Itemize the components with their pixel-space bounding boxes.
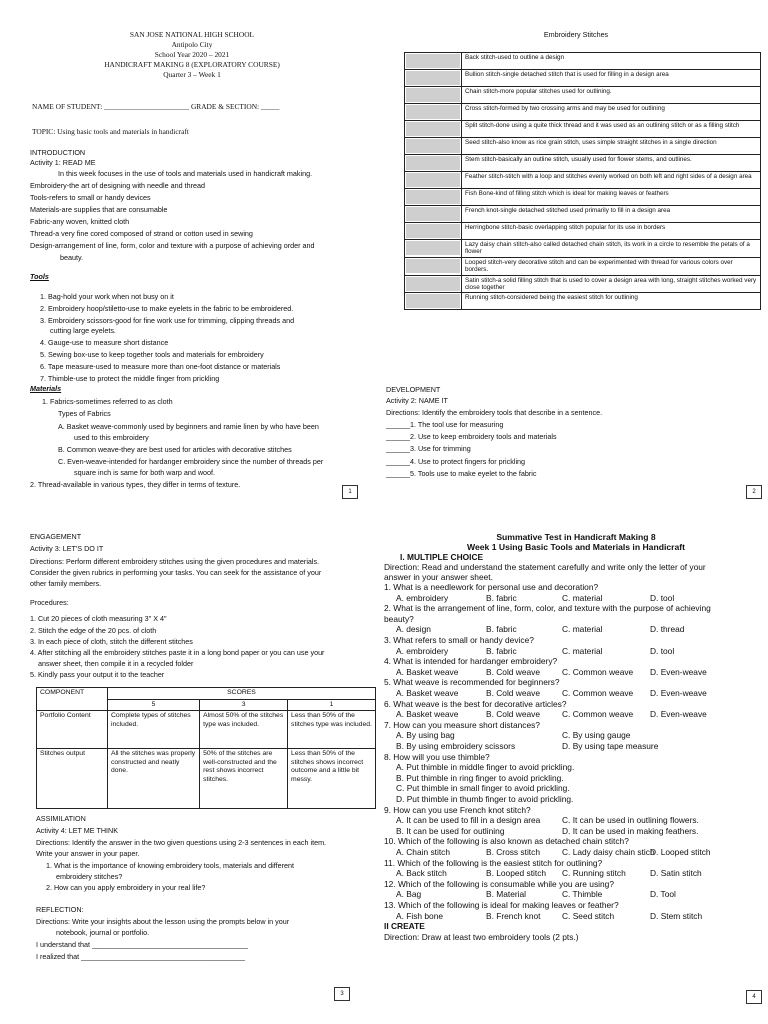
procedures-title: Procedures: (30, 598, 69, 607)
intro-line: Fabric-any woven, knitted cloth (30, 217, 130, 226)
tool-item: 3. Embroidery scissors-good for fine work use for trimming, clipping threads and (40, 316, 295, 325)
page-4 (384, 512, 768, 1024)
question-text: beauty? (384, 613, 414, 624)
activity2-directions: Directions: Identify the embroidery tools that describe in a sentence. (386, 408, 603, 417)
answer-option: A. Back stitch (396, 868, 447, 879)
question-text: 3. What refers to small or handy device? (384, 635, 534, 645)
rubric-cell: Less than 50% of the stitches type was included. (288, 711, 376, 749)
page-3 (0, 512, 384, 1024)
stitch-description: Cross stitch-formed by two crossing arms and may be used for outlining (462, 104, 761, 121)
tool-item: 6. Tape measure-used to measure more than one-foot distance or materials (40, 362, 281, 371)
stitch-image (406, 207, 460, 221)
procedure-item: 5. Kindly pass your output it to the teacher (30, 670, 165, 679)
question-text: 4. What is intended for hardanger embroidery? (384, 656, 558, 667)
answer-option: B. Cross stitch (486, 847, 540, 857)
rubric-cell: 50% of the stitches are well-constructed and the rest shows incorrect stitches. (200, 749, 288, 809)
answer-option: C. material (562, 624, 603, 635)
stitch-image (406, 71, 460, 85)
stitch-description: Back stitch-used to outline a design (462, 53, 761, 70)
rubric-level: 3 (200, 699, 288, 711)
tools-title: Tools (30, 272, 49, 281)
test-direction: Direction: Read and understand the statement carefully and write only the letter of your (384, 562, 706, 572)
table-row (405, 104, 761, 121)
answer-option: D. Even-weave (650, 709, 707, 720)
table-row (37, 711, 376, 749)
quarter-week: Quarter 3 – Week 1 (163, 70, 221, 79)
reflection-prompt: I understand that _______________________________________ (36, 940, 248, 949)
material-item: B. Common weave-they are best used for articles with decorative stitches (58, 445, 292, 454)
answer-option: D. Tool (650, 889, 676, 900)
activity2-item: ______1. The tool use for measuring (386, 420, 504, 429)
stitch-description: Fish Bone-kind of filling stitch which is ideal for making leaves or feathers (462, 189, 761, 206)
intro-title: INTRODUCTION (30, 148, 86, 157)
rubric-cell: Almost 50% of the stitches type was included. (200, 711, 288, 749)
activity4-item: 2. How can you apply embroidery in your real life? (46, 883, 206, 892)
procedure-item: 2. Stitch the edge of the 20 pcs. of cloth (30, 626, 157, 635)
stitch-description: Bullion stitch-single detached stitch that is used for filling in a design area (462, 70, 761, 87)
stitch-image (406, 190, 460, 204)
answer-option: A. Fish bone (396, 910, 444, 921)
answer-option: A. Put thimble in middle finger to avoid prickling. (396, 762, 575, 773)
answer-option: C. By using gauge (562, 730, 631, 741)
answer-option: C. Common weave (562, 709, 634, 720)
activity4-item: 1. What is the importance of knowing embroidery tools, materials and different (46, 861, 294, 870)
procedure-item: 4. After stitching all the embroidery stitches paste it in a long bond paper or you can use your (30, 648, 325, 657)
tool-item: 1. Bag-hold your work when not busy on it (40, 292, 174, 301)
intro-line: Thread-a very fine cored composed of strand or cotton used in sewing (30, 229, 253, 238)
table-row (405, 240, 761, 258)
activity4-directions: Write your answer in your paper. (36, 849, 140, 858)
topic: TOPIC: Using basic tools and materials in handicraft (32, 127, 189, 136)
stitch-image (406, 139, 460, 153)
stitch-description: Chain stitch-more popular stitches used for outlining. (462, 87, 761, 104)
school-name: SAN JOSE NATIONAL HIGH SCHOOL (129, 30, 255, 39)
material-item: A. Basket weave-commonly used by beginners and ramie linen by who have been (58, 422, 319, 431)
page-2 (384, 0, 768, 512)
answer-option: C. Seed stitch (562, 910, 615, 921)
question-text: 6. What weave is the best for decorative articles? (384, 698, 567, 709)
answer-option: A. Bag (396, 889, 422, 900)
question-text: 12. Which of the following is consumable while you are using? (384, 878, 614, 889)
answer-option: B. Put thimble in ring finger to avoid prickling. (396, 772, 564, 783)
school-city: Antipolo City (171, 40, 213, 49)
student-name-line: NAME OF STUDENT: _______________________ GRADE & SECTION: _____ (32, 102, 280, 111)
intro-line: Tools-refers to small or handy devices (30, 193, 151, 202)
answer-option: B. fabric (486, 624, 517, 635)
activity2-item: ______5. Tools use to make eyelet to the fabric (386, 469, 537, 478)
answer-option: C. Common weave (562, 666, 634, 677)
stitch-description: Running stitch-considered being the easiest stitch for outlining (462, 293, 761, 310)
activity2-item: ______4. Use to protect fingers for prickling (386, 457, 526, 466)
answer-option: A. design (396, 624, 431, 635)
activity2-item: ______3. Use for trimming (386, 444, 471, 453)
answer-option: B. Cold weave (486, 666, 540, 677)
question-text: 1. What is a needlework for personal use and decoration? (384, 582, 599, 592)
question-text: 11. Which of the following is the easiest stitch for outlining? (384, 857, 603, 868)
answer-option: D. Satin stitch (650, 868, 702, 879)
answer-option: D. tool (650, 645, 675, 656)
school-year: School Year 2020 – 2021 (154, 50, 230, 59)
rubric-level: 5 (107, 699, 199, 711)
materials-title: Materials (30, 384, 62, 393)
answer-option: A. embroidery (396, 645, 449, 656)
tool-item: 7. Thimble-use to protect the middle finger from prickling (40, 374, 220, 383)
answer-option: D. Put thimble in thumb finger to avoid prickling. (396, 794, 574, 804)
question-text: 7. How can you measure short distances? (384, 719, 540, 730)
stitches-title: Embroidery Stitches (543, 30, 609, 39)
answer-option: A. By using bag (396, 730, 455, 741)
answer-option: B. Material (486, 889, 527, 900)
reflection-directions: Directions: Write your insights about the lesson using the prompts below in your (36, 917, 290, 926)
intro-line: Embroidery-the art of designing with needle and thread (30, 181, 206, 190)
stitch-image (406, 54, 460, 68)
answer-option: D. Even-weave (650, 666, 707, 677)
stitch-description: Stem stitch-basically an outline stitch, usually used for flower stems, and outlines. (462, 155, 761, 172)
answer-option: B. Looped stitch (486, 868, 547, 879)
reflection-prompt: I realized that _________________________________________ (36, 952, 246, 961)
answer-option: C. Put thimble in small finger to avoid prickling. (396, 783, 570, 794)
question-text: 2. What is the arrangement of line, form, color, and texture with the purpose of achieving (384, 603, 711, 614)
material-item: used to this embroidery (74, 433, 149, 442)
create-direction: Direction: Draw at least two embroidery tools (2 pts.) (384, 931, 579, 942)
table-row (405, 293, 761, 310)
answer-option: D. Even-weave (650, 688, 707, 698)
material-item: 2. Thread-available in various types, they differ in terms of texture. (30, 480, 241, 489)
answer-option: D. Stem stitch (650, 910, 703, 921)
stitch-image (406, 88, 460, 102)
rubric-component: Portfolio Content (37, 711, 108, 749)
stitch-description: Satin stitch-a solid filling stitch that is used to cover a design area with long, straight stitches worked very close together (462, 275, 761, 293)
activity3-directions: Consider the given rubrics in performing your tasks. You can seek for the assistance of your (30, 568, 322, 577)
answer-option: A. Basket weave (396, 688, 459, 698)
tool-item: 2. Embroidery hoop/stiletto-use to make eyelets in the fabric to be embroidered. (40, 304, 294, 313)
material-item: Types of Fabrics (58, 409, 111, 418)
question-text: 5. What weave is recommended for beginners? (384, 677, 560, 688)
answer-option: A. Basket weave (396, 709, 459, 720)
answer-option: C. It can be used in outlining flowers. (562, 815, 699, 826)
stitch-image (406, 105, 460, 119)
reflection-title: REFLECTION: (36, 905, 84, 914)
page-number: 2 (746, 485, 762, 499)
stitch-description: French knot-single detached stitched used primarily to fill in a design area (462, 206, 761, 223)
table-row (405, 70, 761, 87)
answer-option: C. material (562, 645, 603, 656)
answer-option: C. Thimble (562, 889, 603, 900)
table-row (405, 275, 761, 293)
table-row (405, 121, 761, 138)
table-row (405, 155, 761, 172)
table-row (405, 172, 761, 189)
stitch-image (406, 173, 460, 187)
stitch-image (406, 224, 460, 238)
stitch-image (406, 294, 460, 308)
test-direction: answer in your answer sheet. (384, 572, 493, 582)
material-item: 1. Fabrics-sometimes referred to as cloth (42, 397, 173, 406)
material-item: square inch is same for both warp and woof. (74, 468, 216, 477)
answer-option: B. It can be used for outlining (396, 825, 505, 836)
table-row (37, 688, 376, 700)
table-row (405, 257, 761, 275)
table-row (405, 53, 761, 70)
activity2-item: ______2. Use to keep embroidery tools and materials (386, 432, 557, 441)
rubric-cell: Less than 50% of the stitches shows incorrect outcome and a little bit messy. (288, 749, 376, 809)
answer-option: B. fabric (486, 645, 517, 656)
procedure-item: 1. Cut 20 pieces of cloth measuring 3" X 4" (30, 614, 167, 623)
stitch-image (406, 277, 460, 291)
activity1-title: Activity 1: READ ME (30, 158, 96, 167)
question-text: 9. How can you use French knot stitch? (384, 804, 531, 815)
page-number: 1 (342, 485, 358, 499)
intro-line: Design-arrangement of line, form, color and texture with a purpose of achieving order and (30, 241, 315, 250)
rubric-cell: All the stitches was properly constructed and neatly done. (107, 749, 199, 809)
section-create: II CREATE (384, 921, 425, 932)
assimilation-title: ASSIMILATION (36, 814, 86, 823)
answer-option: B. French knot (486, 910, 541, 921)
answer-option: A. It can be used to fill in a design area (396, 815, 541, 826)
course-title: HANDICRAFT MAKING 8 (EXPLORATORY COURSE) (104, 60, 280, 69)
answer-option: A. embroidery (396, 592, 449, 603)
stitches-table (404, 52, 761, 310)
table-row (405, 87, 761, 104)
test-subtitle: Week 1 Using Basic Tools and Materials in Handicraft (467, 542, 685, 552)
question-text: 10. Which of the following is also known as detached chain stitch? (384, 836, 629, 847)
page-1 (0, 0, 384, 512)
section-multiple-choice: I. MULTIPLE CHOICE (400, 552, 484, 562)
page-number: 3 (334, 987, 350, 1001)
answer-option: A. Basket weave (396, 666, 459, 677)
stitch-image (406, 259, 460, 273)
stitch-description: Lazy daisy chain stitch-also called detached chain stitch, its work in a circle to resemble the petals of a flower (462, 240, 761, 258)
stitch-description: Seed stitch-also know as rice grain stitch, uses simple straight stitches in a single direction (462, 138, 761, 155)
answer-option: C. material (562, 592, 603, 603)
rubric-level: 1 (288, 699, 376, 711)
tool-item: 4. Gauge-use to measure short distance (40, 338, 169, 347)
page-number: 4 (746, 990, 762, 1004)
rubric-table (36, 687, 376, 809)
question-text: 13. Which of the following is ideal for making leaves or feather? (384, 900, 619, 910)
tool-item: 5. Sewing box-use to keep together tools and materials for embroidery (40, 350, 264, 359)
answer-option: C. Common weave (562, 688, 634, 698)
answer-option: D. It can be used in making feathers. (562, 825, 699, 836)
activity3-directions: Directions: Perform different embroidery stitches using the given procedures and materials. (30, 557, 320, 566)
answer-option: A. Chain stitch (396, 847, 450, 857)
answer-option: D. tool (650, 592, 675, 603)
activity4-item: embroidery stitches? (56, 872, 123, 881)
answer-option: D. By using tape measure (562, 741, 659, 751)
table-row (405, 138, 761, 155)
activity2-title: Activity 2: NAME IT (386, 396, 448, 405)
answer-option: D. Looped stitch (650, 847, 711, 857)
material-item: C. Even-weave-intended for hardanger embroidery since the number of threads per (58, 457, 324, 466)
development-title: DEVELOPMENT (386, 385, 441, 394)
answer-option: B. By using embroidery scissors (396, 741, 516, 751)
rubric-component: Stitches output (37, 749, 108, 809)
rubric-header-component: COMPONENT (37, 688, 108, 711)
activity4-title: Activity 4: LET ME THINK (36, 826, 119, 835)
intro-line: Materials-are supplies that are consumable (30, 205, 168, 214)
activity4-directions: Directions: Identify the answer in the two given questions using 2-3 sentences in each item. (36, 838, 327, 847)
answer-option: B. Cold weave (486, 688, 540, 698)
answer-option: C. Running stitch (562, 868, 626, 879)
activity3-directions: other family members. (30, 579, 102, 588)
activity3-title: Activity 3: LET'S DO IT (30, 544, 104, 553)
answer-option: B. fabric (486, 592, 517, 603)
answer-option: C. Lady daisy chain stich (562, 847, 655, 857)
engagement-title: ENGAGEMENT (30, 532, 82, 541)
stitch-image (406, 122, 460, 136)
table-row (405, 206, 761, 223)
question-text: 8. How will you use thimble? (384, 751, 490, 762)
reflection-directions: notebook, journal or portfolio. (56, 928, 150, 937)
stitch-description: Split stitch-done using a quite thick thread and it was used as an outlining stitch or as a filling stitch (462, 121, 761, 138)
stitch-description: Looped stitch-very decorative stitch and can be experimented with thread for various colors over borders. (462, 257, 761, 275)
stitch-description: Herringbone stitch-basic overlapping stitch popular for its use in borders (462, 223, 761, 240)
answer-option: B. Cold weave (486, 709, 540, 720)
table-row (405, 189, 761, 206)
test-title: Summative Test in Handicraft Making 8 (496, 532, 656, 542)
stitch-description: Feather stitch-stitch with a loop and stitches evenly worked on both left and right sides of a design area (462, 172, 761, 189)
tool-item: cutting large eyelets. (50, 326, 116, 335)
intro-line: beauty. (60, 253, 84, 262)
procedure-item: answer sheet, then compile it in a recycled folder (38, 659, 194, 668)
answer-option: D. thread (650, 624, 685, 635)
table-row (37, 749, 376, 809)
intro-line: In this week focuses in the use of tools and materials used in handicraft making. (58, 169, 313, 178)
rubric-cell: Complete types of stitches included. (107, 711, 199, 749)
table-row (405, 223, 761, 240)
stitch-image (406, 241, 460, 255)
stitch-image (406, 156, 460, 170)
rubric-header-scores: SCORES (107, 688, 375, 700)
procedure-item: 3. In each piece of cloth, stitch the different stitches (30, 637, 193, 646)
